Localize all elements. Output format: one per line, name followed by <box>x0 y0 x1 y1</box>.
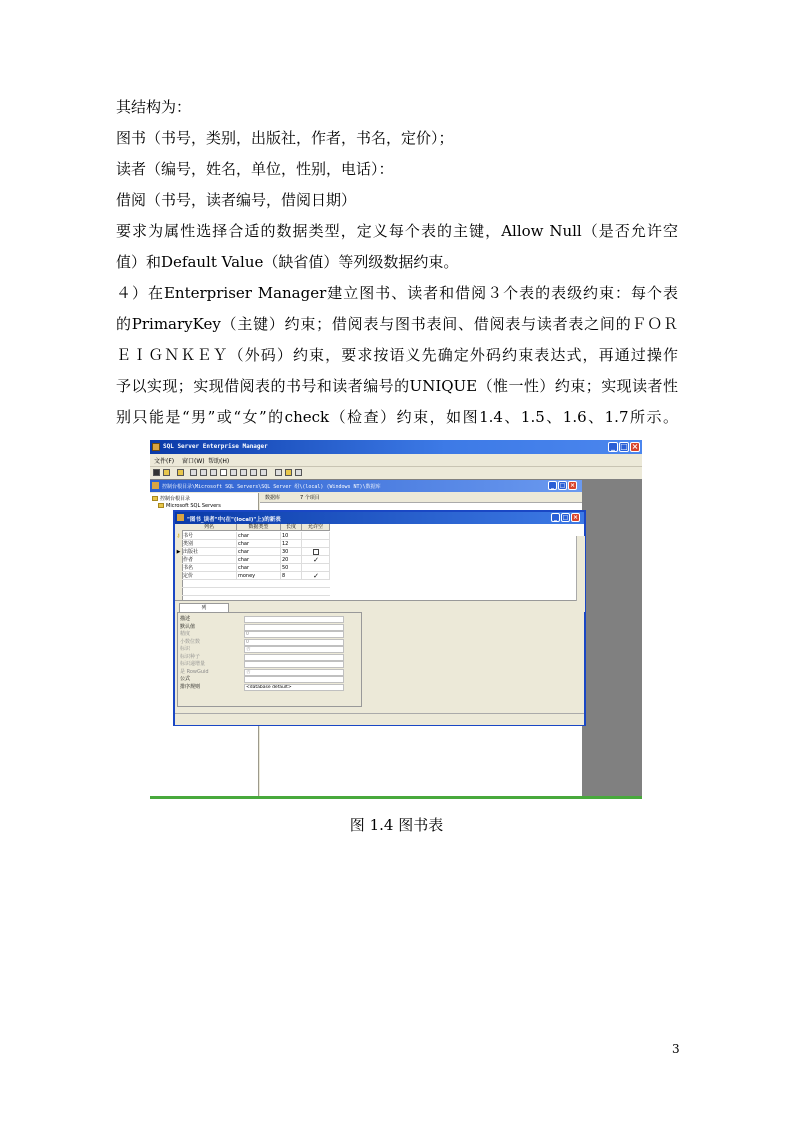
data-type-cell[interactable]: char <box>237 548 281 556</box>
data-type-cell[interactable]: char <box>237 564 281 572</box>
column-name-cell[interactable]: 出版社 <box>182 548 237 556</box>
table-row[interactable] <box>182 548 330 556</box>
tree-icon[interactable] <box>285 469 292 476</box>
properties-icon[interactable] <box>177 469 184 476</box>
server-icon <box>158 503 164 508</box>
table-icon <box>177 514 184 521</box>
data-type-cell[interactable]: char <box>237 556 281 564</box>
constraint-icon[interactable] <box>260 469 267 476</box>
length-cell[interactable]: 50 <box>281 564 302 572</box>
property-value[interactable] <box>244 624 344 631</box>
property-value[interactable] <box>244 616 344 623</box>
maximize-icon[interactable]: □ <box>562 514 569 521</box>
header-allow-null: 允许空 <box>302 524 330 531</box>
figure-caption: 图 1.4 图书表 <box>349 816 444 834</box>
designer-title: "图书_读者"中(在"(local)"上)的新表 <box>187 517 281 523</box>
property-label: 排序规则 <box>180 683 201 690</box>
text-line: 予以实现；实现借阅表的书号和读者编号的UNIQUE（惟一性）约束；实现读者性 <box>116 377 678 395</box>
text-line: 别只能是“男”或“女”的check（检查）约束，如图1.4、1.5、1.6、1.7所示。 <box>116 408 678 426</box>
body-text <box>116 92 678 433</box>
text-line: 其结构为： <box>116 98 192 116</box>
paste-icon[interactable] <box>210 469 217 476</box>
property-label: 公式 <box>180 676 191 682</box>
text-line: 要求为属性选择合适的数据类型，定义每个表的主键，Allow Null（是否允许空 <box>116 222 678 240</box>
minimize-icon[interactable]: _ <box>548 481 557 490</box>
allow-null-cell[interactable] <box>302 572 330 580</box>
empty-row[interactable] <box>182 580 330 588</box>
maximize-icon[interactable]: □ <box>620 442 628 451</box>
checkbox-icon[interactable] <box>313 549 319 555</box>
checkmark-icon[interactable]: ✓ <box>313 572 319 580</box>
column-name-cell[interactable]: 定价 <box>182 572 237 580</box>
text-line: 的PrimaryKey（主键）约束；借阅表与图书表间、借阅表与读者表之间的ＦＯＲ <box>116 315 678 333</box>
app-title: SQL Server Enterprise Manager <box>163 443 268 450</box>
list-header-title: 数据库 <box>265 495 281 501</box>
save-icon[interactable] <box>153 469 160 476</box>
text-line: 读者（编号，姓名，单位，性别，电话）： <box>116 160 394 178</box>
table-row[interactable] <box>182 540 330 548</box>
length-cell[interactable]: 10 <box>281 532 302 540</box>
column-name-cell[interactable]: 书号 <box>182 532 237 540</box>
index-icon[interactable] <box>250 469 257 476</box>
script-icon[interactable] <box>275 469 282 476</box>
tab-columns[interactable]: 列 <box>179 603 229 613</box>
column-name-cell[interactable]: 类别 <box>182 540 237 548</box>
property-value[interactable] <box>244 676 344 683</box>
primary-key-icon[interactable]: ⚷ <box>176 533 181 539</box>
property-value[interactable]: 否 <box>244 669 344 676</box>
close-icon[interactable]: × <box>572 514 579 521</box>
copy-icon[interactable] <box>200 469 207 476</box>
row-selector[interactable] <box>175 540 182 548</box>
property-value[interactable]: 0 <box>244 631 344 638</box>
property-label: 描述 <box>180 616 191 622</box>
row-selector[interactable]: ▶ <box>176 549 181 555</box>
property-label: 标识递增量 <box>180 661 206 667</box>
close-icon[interactable]: × <box>569 482 576 489</box>
column-grid <box>175 524 584 601</box>
header-length: 长度 <box>281 524 302 531</box>
header-data-type: 数据类型 <box>237 524 281 531</box>
property-label: 小数位数 <box>180 638 201 645</box>
list-header <box>260 493 582 503</box>
help-icon[interactable] <box>220 469 227 476</box>
property-label: 标识种子 <box>180 653 201 660</box>
data-type-cell[interactable]: char <box>237 540 281 548</box>
list-header-count: 7 个项目 <box>300 495 320 501</box>
length-cell[interactable]: 12 <box>281 540 302 548</box>
row-selector[interactable] <box>175 564 182 572</box>
property-value[interactable] <box>244 654 344 661</box>
table-row[interactable] <box>182 532 330 540</box>
column-name-cell[interactable]: 书名 <box>182 564 237 572</box>
menu-bar <box>150 454 642 466</box>
column-name-cell[interactable]: 作者 <box>182 556 237 564</box>
text-line: 图书（书号，类别，出版社，作者，书名，定价）； <box>116 129 454 147</box>
row-selector[interactable] <box>175 572 182 580</box>
property-value[interactable]: <database default> <box>244 684 344 691</box>
property-value[interactable]: 否 <box>244 646 344 653</box>
allow-null-cell[interactable] <box>302 564 330 572</box>
table-row[interactable] <box>182 572 330 580</box>
close-icon[interactable]: × <box>631 442 639 451</box>
enterprise-manager-screenshot <box>150 440 642 799</box>
console-title: 控制台根目录\Microsoft SQL Servers\SQL Server 组\(local) (Windows NT)\数据库 <box>162 484 381 490</box>
menu-file[interactable]: 文件(F) <box>154 458 175 465</box>
text-line: ４）在Enterpriser Manager建立图书、读者和借阅３个表的表级约束：每个表 <box>116 284 678 302</box>
minimize-icon[interactable]: _ <box>608 442 618 452</box>
cut-icon[interactable] <box>190 469 197 476</box>
table-row[interactable] <box>182 564 330 572</box>
header-column-name: 列名 <box>182 524 237 531</box>
console-icon <box>152 482 159 489</box>
data-type-cell[interactable]: char <box>237 532 281 540</box>
checkmark-icon[interactable]: ✓ <box>313 556 319 564</box>
app-status-bar <box>150 796 642 799</box>
key-icon[interactable] <box>230 469 237 476</box>
text-line: 借阅（书号，读者编号，借阅日期） <box>116 191 357 209</box>
app-title-bar <box>150 440 642 454</box>
minimize-icon[interactable]: _ <box>551 513 560 522</box>
allow-null-cell[interactable] <box>302 532 330 540</box>
table-row[interactable] <box>182 556 330 564</box>
data-type-cell[interactable]: money <box>237 572 281 580</box>
property-label: 标识 <box>180 646 191 652</box>
toolbar <box>150 466 642 479</box>
property-label: 默认值 <box>180 623 196 630</box>
property-label: 是 RowGuid <box>180 668 209 675</box>
tree-node-root[interactable]: 控制台根目录 <box>152 495 190 502</box>
property-value[interactable] <box>244 661 344 668</box>
console-title-bar <box>150 480 582 492</box>
relationship-icon[interactable] <box>240 469 247 476</box>
maximize-icon[interactable]: □ <box>559 482 566 489</box>
allow-null-cell[interactable] <box>302 540 330 548</box>
allow-null-cell[interactable] <box>302 556 330 564</box>
property-value[interactable]: 0 <box>244 639 344 646</box>
open-icon[interactable] <box>163 469 170 476</box>
page-number: 3 <box>672 1042 680 1056</box>
properties-body <box>177 612 362 707</box>
app-icon <box>152 443 160 451</box>
menu-window[interactable]: 窗口(W) <box>182 458 205 465</box>
length-cell[interactable]: 20 <box>281 556 302 564</box>
menu-help[interactable]: 帮助(H) <box>208 458 230 465</box>
column-properties <box>175 601 584 713</box>
allow-null-cell[interactable] <box>302 548 330 556</box>
length-cell[interactable]: 30 <box>281 548 302 556</box>
text-line: ＥＩＧＮＫＥＹ（外码）约束，要求按语义先确定外码约束表达式，再通过操作 <box>116 346 678 364</box>
length-cell[interactable]: 8 <box>281 572 302 580</box>
tree-node-servers[interactable]: Microsoft SQL Servers <box>158 503 221 509</box>
row-selector[interactable] <box>175 556 182 564</box>
empty-row[interactable] <box>182 588 330 596</box>
table-designer-window <box>173 510 586 726</box>
grid-icon[interactable] <box>295 469 302 476</box>
designer-status-bar <box>175 713 584 725</box>
folder-icon <box>152 496 158 501</box>
text-line: 值）和Default Value（缺省值）等列级数据约束。 <box>116 253 459 271</box>
designer-title-bar <box>175 512 584 524</box>
property-label: 精度 <box>180 631 191 637</box>
